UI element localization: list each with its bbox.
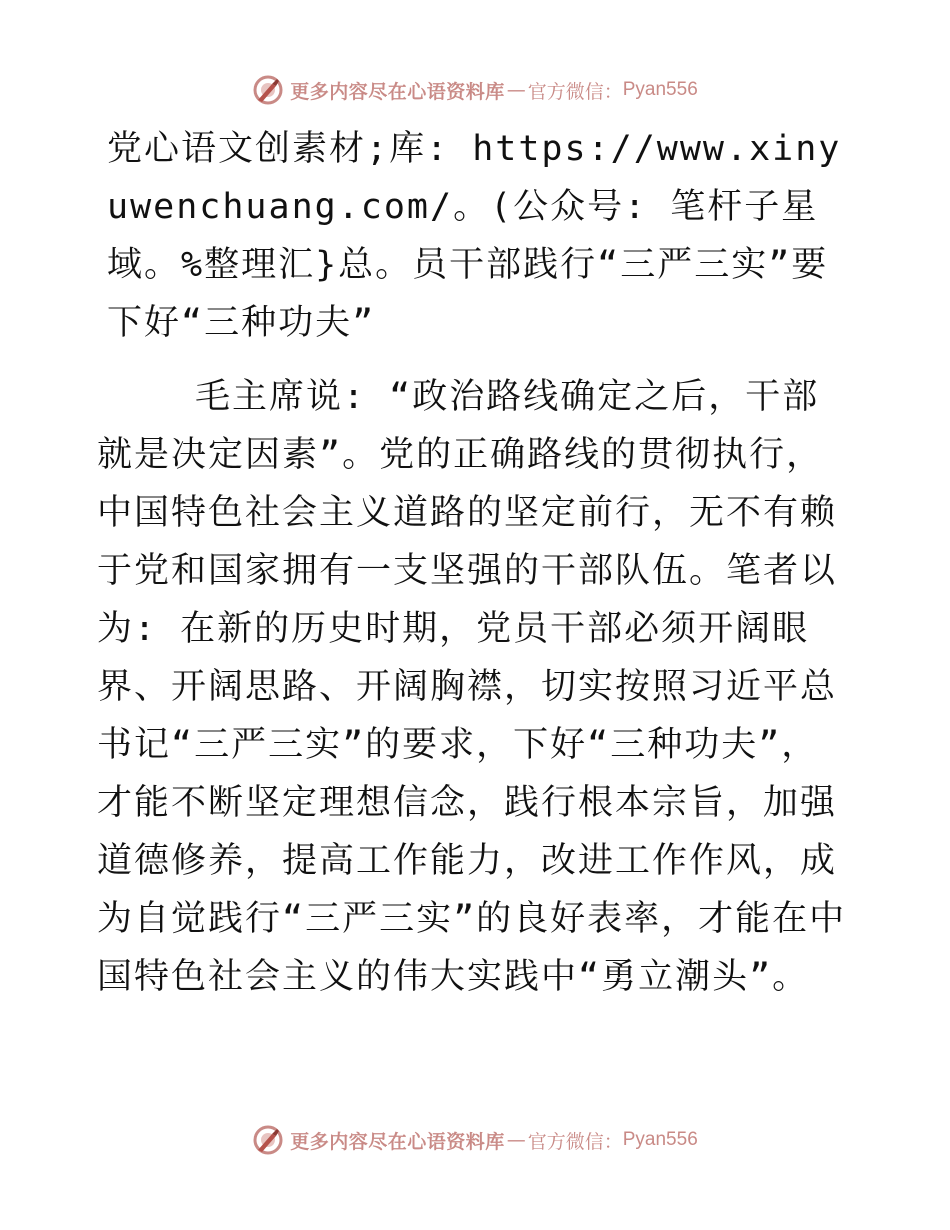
footer-brand-text: 更多内容尽在心语资料库 [290,1130,505,1153]
header-brand-text: 更多内容尽在心语资料库 [290,80,505,103]
header-watermark-banner [0,70,950,110]
footer-wechat-id: Pyan556 [622,1129,698,1150]
footer-wechat-label: 官方微信： [527,1130,623,1153]
header-wechat-label: 官方微信： [527,80,623,103]
body-paragraph: 毛主席说: “政治路线确定之后，干部就是决定因素”。党的正确路线的贯彻执行，中国特色社会主义道路的坚定前行，无不有赖于党和国家拥有一支坚强的干部队伍。笔者以为: 在新的历史时期，党员干部必须开阔眼界、开阔思路、开阔胸襟，切实按照习近平总书记“三严三实”的要求，下好“三种功夫”，才能不断坚定理想信念，践行根本宗旨，加强道德修养，提高工作能力，改进工作作风，成为自觉践行“三严三实”的良好表率，才能在中国特色社会主义的伟大实践中“勇立潮头”。 [97,377,847,997]
footer-separator: — [506,1129,526,1151]
document-title: 党心语文创素材;库: https://www.xinyuwenchuang.com/。(公众号: 笔杆子星域。%整理汇}总。员干部践行“三严三实”要下好“三种功夫” [107,129,842,343]
pen-circle-logo-icon [252,1124,284,1156]
document-content [97,120,852,1006]
header-wechat-id: Pyan556 [622,79,698,100]
pen-circle-logo-icon [252,74,284,106]
header-separator: — [506,79,526,101]
footer-watermark-banner [0,1120,950,1160]
